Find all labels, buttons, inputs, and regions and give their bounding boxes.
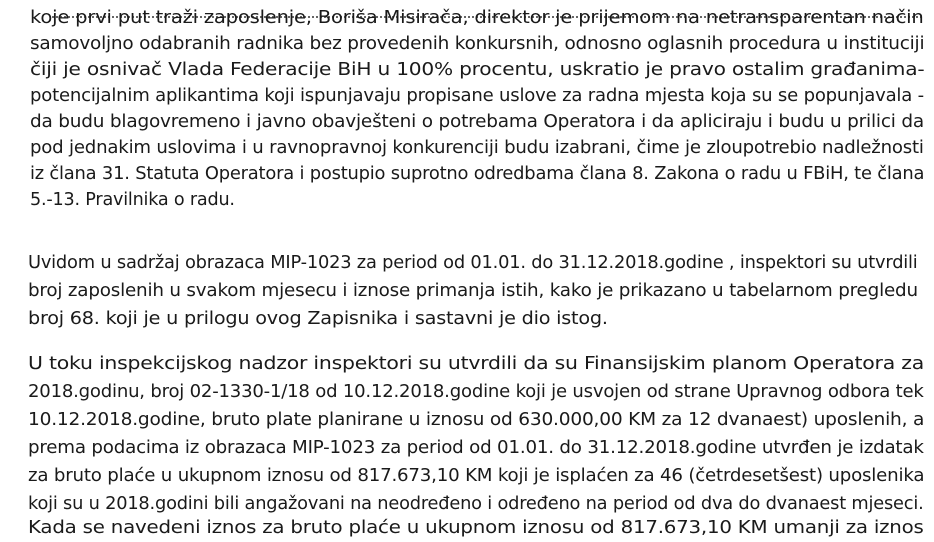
text-line: broj 68. koji je u prilogu ovog Zapisnika i sastavni je dio istog. [28, 309, 608, 329]
text-line: broj zaposlenih u svakom mjesecu i iznose primanja istih, kako je prikazano u tabelarnom pregledu [28, 281, 918, 301]
text-line: iz člana 31. Statuta Operatora i postupio suprotno odredbama člana 8. Zakona o radu u FBiH, te člana [30, 164, 925, 184]
text-line: 2018.godinu, broj 02-1330-1/18 od 10.12.2018.godine koji je usvojen od strane Upravnog odbora tek [28, 382, 924, 402]
text-line: za bruto plaće u ukupnom iznosu od 817.673,10 KM koji je isplaćen za 46 (četrdesetšest) uposlenika [28, 466, 925, 486]
text-line: 5.-13. Pravilnika o radu. [30, 190, 235, 210]
text-line: U toku inspekcijskog nadzor inspektori su utvrdili da su Finansijskim planom Operatora za [28, 354, 925, 374]
text-line: koji su u 2018.godini bili angažovani na neodređeno i određeno na period od dva do dvanaest mjeseci. [28, 494, 924, 514]
text-line: da budu blagovremeno i javno obavješteni o potrebama Operatora i da apliciraju i budu u prilici da [30, 112, 924, 132]
text-line: čiji je osnivač Vlada Federacije BiH u 100% procentu, uskratio je pravo ostalim građanima- [30, 60, 925, 80]
text-line: pod jednakim uslovima i u ravnopravnoj konkurenciji budu izabrani, čime je zloupotrebio nadležnosti [30, 138, 924, 158]
text-line: prema podacima iz obrazaca MIP-1023 za period od 01.01. do 31.12.2018.godine utvrđen je izdatak [28, 438, 924, 458]
text-line: potencijalnim aplikantima koji ispunjavaju propisane uslove za radna mjesta koja su se popunjavala - [30, 86, 924, 106]
text-line: koje prvi put traži zaposlenje, Boriša Misirača, direktor je prijemom na netransparentan način [30, 8, 924, 28]
text-line: samovoljno odabranih radnika bez provedenih konkursnih, odnosno oglasnih procedura u instituciji [30, 34, 925, 54]
text-line: Kada se navedeni iznos za bruto plaće u ukupnom iznosu od 817.673,10 KM umanji za iznos [28, 518, 924, 538]
text-line: Uvidom u sadržaj obrazaca MIP-1023 za period od 01.01. do 31.12.2018.godine , inspektori su utvrdili [28, 253, 918, 273]
text-line: 10.12.2018.godine, bruto plate planirane u iznosu od 630.000,00 KM za 12 dvanaest) uposlenih, a [28, 410, 925, 430]
